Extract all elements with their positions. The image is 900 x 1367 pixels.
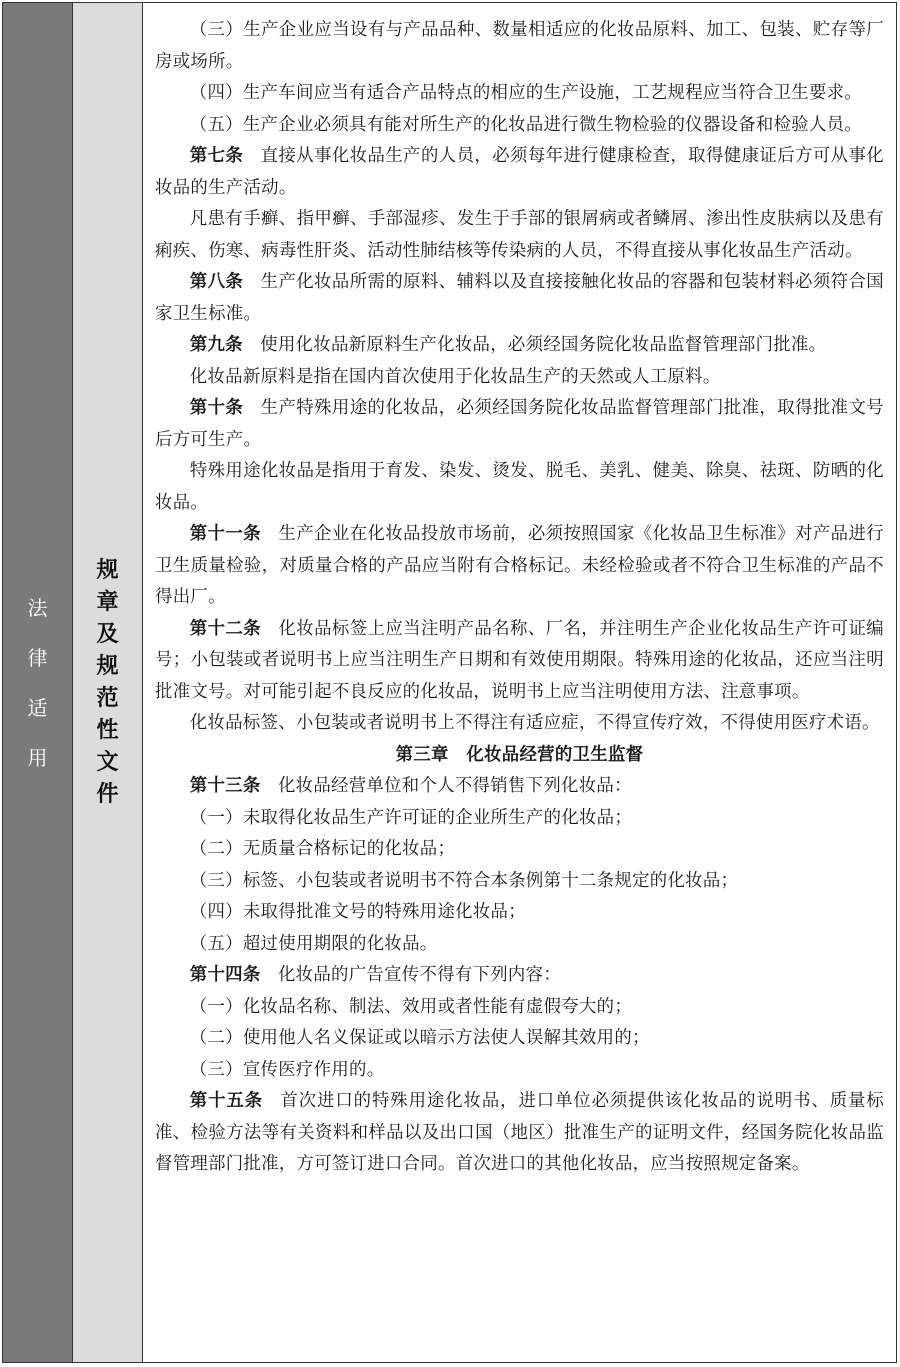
paragraph xyxy=(155,15,884,78)
article-number: 第十五条 xyxy=(189,1091,264,1111)
article-number: 第八条 xyxy=(189,272,244,292)
paragraph-text: 直接从事化妆品生产的人员，必须每年进行健康检查，取得健康证后方可从事化妆品的生产活动。 xyxy=(155,146,884,198)
label-char: 律 xyxy=(27,645,48,670)
paragraph-text: 化妆品经营单位和个人不得销售下列化妆品： xyxy=(277,776,632,796)
paragraph xyxy=(155,204,884,267)
paragraph-text: （四）生产车间应当有适合产品特点的相应的生产设施，工艺规程应当符合卫生要求。 xyxy=(189,83,863,103)
chapter-heading: 第三章 化妆品经营的卫生监督 xyxy=(395,744,644,765)
label-char: 件 xyxy=(96,781,119,807)
label-char: 法 xyxy=(27,595,48,620)
label-char: 规 xyxy=(96,653,119,679)
subcategory-column xyxy=(73,3,143,1362)
article-number: 第十一条 xyxy=(189,524,262,544)
article-number: 第七条 xyxy=(189,146,244,166)
paragraph-text: 凡患有手癣、指甲癣、手部湿疹、发生于手部的银屑病或者鳞屑、渗出性皮肤病以及患有痢疾、伤寒、病毒性肝炎、活动性肺结核等传染病的人员，不得直接从事化妆品生产活动。 xyxy=(155,209,884,261)
label-char: 用 xyxy=(27,745,48,770)
paragraph xyxy=(155,1023,884,1055)
paragraph-text: 化妆品新原料是指在国内首次使用于化妆品生产的天然或人工原料。 xyxy=(189,366,721,387)
article-paragraph xyxy=(155,1086,884,1181)
paragraph xyxy=(155,803,884,835)
article-paragraph xyxy=(155,960,884,992)
paragraph-text: 化妆品标签上应当注明产品名称、厂名，并注明生产企业化妆品生产许可证编号；小包装或者说明书上应当注明生产日期和有效使用期限。特殊用途的化妆品，还应当注明批准文号。对可能引起不良反应的化妆品，说明书上应当注明使用方法、注意事项。 xyxy=(155,618,884,702)
category-column xyxy=(3,3,73,1362)
article-paragraph xyxy=(155,614,884,709)
paragraph-text: （四）未取得批准文号的特殊用途化妆品； xyxy=(189,902,526,922)
article-paragraph xyxy=(155,519,884,614)
label-char: 文 xyxy=(96,749,119,775)
article-number: 第十四条 xyxy=(189,965,261,985)
paragraph xyxy=(155,456,884,519)
paragraph-text: （二）无质量合格标记的化妆品； xyxy=(189,839,456,859)
paragraph-text: （一）化妆品名称、制法、效用或者性能有虚假夸大的； xyxy=(189,996,633,1017)
label-char: 及 xyxy=(96,621,119,647)
article-number: 第十二条 xyxy=(189,618,262,639)
paragraph xyxy=(155,834,884,866)
paragraph-text: 化妆品标签、小包装或者说明书上不得注有适应症，不得宣传疗效，不得使用医疗术语。 xyxy=(189,713,880,733)
paragraph-text: （三）生产企业应当设有与产品品种、数量相适应的化妆品原料、加工、包装、贮存等厂房或场所。 xyxy=(155,20,884,72)
paragraph xyxy=(155,708,884,740)
label-char: 规 xyxy=(96,557,119,583)
paragraph xyxy=(155,362,884,394)
paragraph-text: 首次进口的特殊用途化妆品，进口单位必须提供该化妆品的说明书、质量标准、检验方法等有关资料和样品以及出口国（地区）批准生产的证明文件，经国务院化妆品监督管理部门批准，方可签订进口合同。首次进口的其他化妆品，应当按照规定备案。 xyxy=(155,1091,885,1174)
paragraph-text: 化妆品的广告宣传不得有下列内容： xyxy=(277,965,562,985)
label-char: 适 xyxy=(27,695,48,720)
paragraph xyxy=(155,1055,884,1087)
paragraph xyxy=(155,110,884,142)
article-number: 第九条 xyxy=(189,335,243,355)
paragraph-text: （一）未取得化妆品生产许可证的企业所生产的化妆品； xyxy=(189,807,633,828)
paragraph xyxy=(155,866,884,898)
regulation-text xyxy=(143,3,896,1362)
paragraph-text: 使用化妆品新原料生产化妆品，必须经国务院化妆品监督管理部门批准。 xyxy=(260,335,827,355)
paragraph xyxy=(155,78,884,110)
label-char: 范 xyxy=(96,685,119,711)
paragraph xyxy=(155,992,884,1024)
paragraph xyxy=(155,929,884,961)
article-paragraph xyxy=(155,267,884,330)
paragraph-text: 特殊用途化妆品是指用于育发、染发、烫发、脱毛、美乳、健美、除臭、祛斑、防晒的化妆品。 xyxy=(155,461,884,513)
article-number: 第十三条 xyxy=(189,776,261,796)
article-paragraph xyxy=(155,330,884,362)
document-table xyxy=(2,2,897,1363)
paragraph-text: （三）宣传医疗作用的。 xyxy=(189,1059,385,1080)
paragraph-text: （五）生产企业必须具有能对所生产的化妆品进行微生物检验的仪器设备和检验人员。 xyxy=(189,114,863,135)
article-paragraph xyxy=(155,141,884,204)
article-paragraph xyxy=(155,393,884,456)
paragraph xyxy=(155,897,884,929)
paragraph-text: （五）超过使用期限的化妆品。 xyxy=(189,933,438,954)
article-number: 第十条 xyxy=(189,398,244,418)
paragraph-text: 生产化妆品所需的原料、辅料以及直接接触化妆品的容器和包装材料必须符合国家卫生标准。 xyxy=(155,272,884,324)
paragraph-text: （二）使用他人名义保证或以暗示方法使人误解其效用的； xyxy=(189,1028,650,1048)
label-char: 章 xyxy=(96,589,119,615)
paragraph-text: （三）标签、小包装或者说明书不符合本条例第十二条规定的化妆品； xyxy=(189,870,739,891)
subcategory-label xyxy=(96,557,119,807)
label-char: 性 xyxy=(96,717,119,743)
category-label xyxy=(27,595,48,770)
paragraph-text: 生产企业在化妆品投放市场前，必须按照国家《化妆品卫生标准》对产品进行卫生质量检验，对质量合格的产品应当附有合格标记。未经检验或者不符合卫生标准的产品不得出厂。 xyxy=(155,524,884,607)
paragraph-text: 生产特殊用途的化妆品，必须经国务院化妆品监督管理部门批准，取得批准文号后方可生产。 xyxy=(155,398,884,450)
article-paragraph xyxy=(155,771,884,803)
